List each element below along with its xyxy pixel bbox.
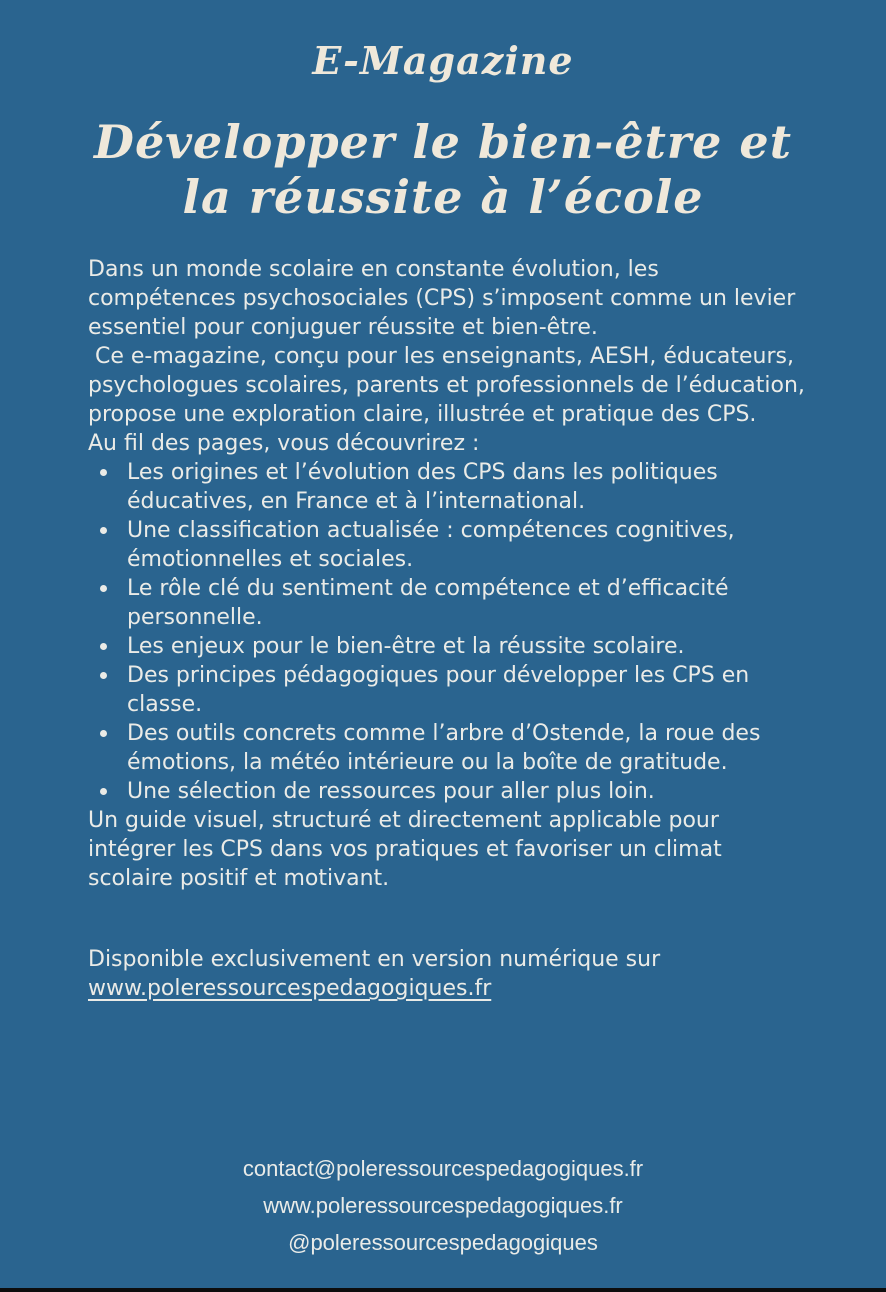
list-item — [100, 458, 810, 516]
closing-paragraph: Un guide visuel, structuré et directement applicable pour intégrer les CPS dans vos pratiques et favoriser un climat scolaire positif et motivant. — [88, 808, 729, 891]
footer-website: www.poleressourcespedagogiques.fr — [263, 1193, 623, 1218]
list-item-text: Les enjeux pour le bien-être et la réussite scolaire. — [127, 634, 685, 659]
bottom-bar — [0, 1288, 886, 1292]
list-item-text: Une classification actualisée : compétences cognitives, émotionnelles et sociales. — [127, 518, 735, 572]
eyebrow-title: E-Magazine — [312, 38, 574, 83]
main-title-line2: la réussite à l’école — [182, 170, 704, 224]
bullet-icon — [100, 672, 107, 679]
list-item — [100, 632, 810, 661]
magazine-page — [0, 38, 886, 1292]
intro-paragraph-2: Ce e-magazine, conçu pour les enseignants, AESH, éducateurs, psychologues scolaires, parents et professionnels de l’éducation, propose une exploration claire, illustrée et pratique des CPS. — [88, 344, 812, 427]
bullet-icon — [100, 788, 107, 795]
page-background — [0, 38, 886, 1292]
list-item-text: Des outils concrets comme l’arbre d’Ostende, la roue des émotions, la météo intérieure ou la boîte de gratitude. — [127, 721, 761, 775]
list-item-text: Le rôle clé du sentiment de compétence et d’efficacité personnelle. — [127, 576, 729, 630]
list-item — [100, 661, 810, 719]
list-item — [100, 719, 810, 777]
footer-email: contact@poleressourcespedagogiques.fr — [242, 1156, 644, 1181]
list-item-text: Les origines et l’évolution des CPS dans les politiques éducatives, en France et à l’international. — [127, 460, 718, 514]
list-item-text: Une sélection de ressources pour aller plus loin. — [127, 779, 655, 804]
features-list — [88, 458, 810, 806]
footer-social: @poleressourcespedagogiques — [288, 1230, 598, 1255]
list-item — [100, 574, 810, 632]
intro-paragraph-3: Au fil des pages, vous découvrirez : — [88, 431, 480, 456]
bullet-icon — [100, 585, 107, 592]
bullet-icon — [100, 730, 107, 737]
list-item — [100, 516, 810, 574]
availability-block — [88, 945, 810, 1003]
main-title-line1: Développer le bien-être et — [94, 115, 792, 169]
main-title — [0, 115, 886, 225]
footer — [0, 1150, 886, 1261]
list-item-text: Des principes pédagogiques pour développer les CPS en classe. — [127, 663, 750, 717]
availability-text: Disponible exclusivement en version numérique sur — [88, 947, 661, 972]
list-item — [100, 777, 810, 806]
bullet-icon — [100, 527, 107, 534]
bullet-icon — [100, 643, 107, 650]
availability-link[interactable]: www.poleressourcespedagogiques.fr — [88, 976, 492, 1001]
bullet-icon — [100, 469, 107, 476]
availability-link-line — [88, 974, 810, 1003]
intro-paragraph-1: Dans un monde scolaire en constante évolution, les compétences psychosociales (CPS) s’imposent comme un levier essentiel pour conjuguer réussite et bien-être. — [88, 257, 803, 340]
body-content — [88, 255, 810, 1003]
